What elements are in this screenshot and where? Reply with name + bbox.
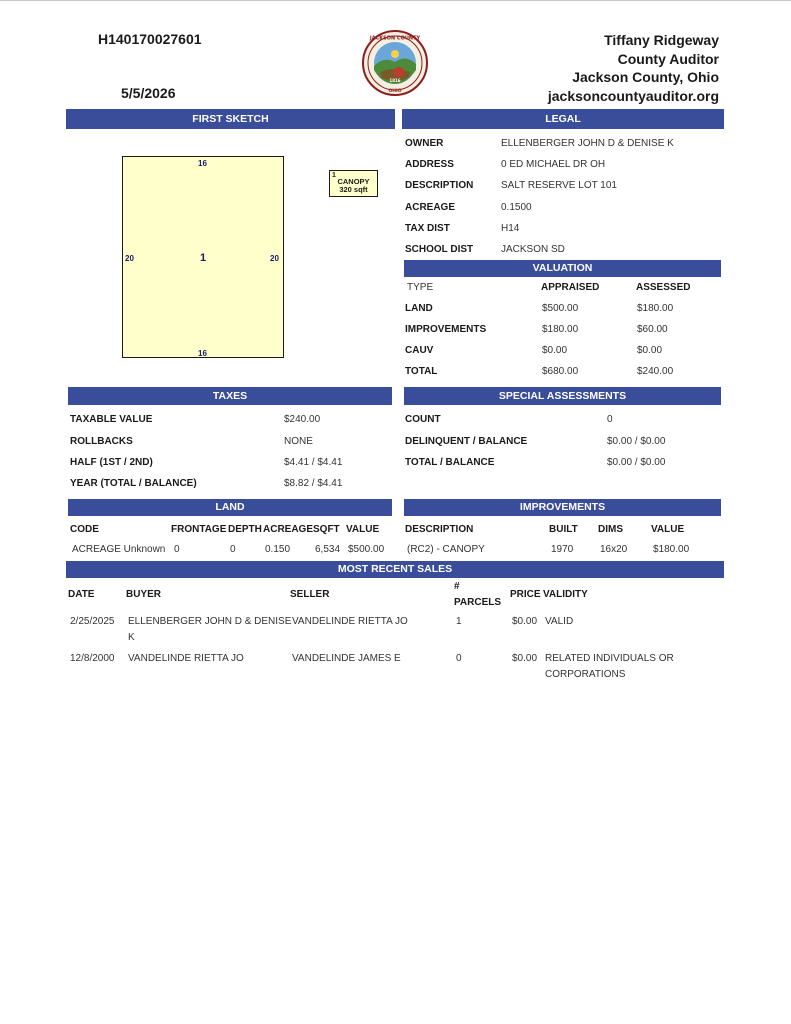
taxes-rollbacks-value: NONE [284, 436, 313, 447]
taxes-taxable-label: TAXABLE VALUE [70, 414, 153, 425]
legal-acreage-label: ACREAGE [405, 202, 456, 213]
valuation-total-label: TOTAL [405, 366, 438, 377]
taxes-half-label: HALF (1ST / 2ND) [70, 457, 153, 468]
sketch-area-label: 1 [200, 252, 207, 264]
improvements-description-value: (RC2) - CANOPY [407, 544, 485, 555]
land-frontage-value: 0 [174, 544, 180, 555]
taxes-header: TAXES [68, 387, 392, 405]
sketch-bottom-dim: 16 [198, 349, 207, 358]
sales-row2-parcels: 0 [456, 653, 462, 664]
taxes-year-value: $8.82 / $4.41 [284, 478, 343, 489]
sales-row1-date: 2/25/2025 [70, 616, 115, 627]
special-delinquent-label: DELINQUENT / BALANCE [405, 436, 528, 447]
improvements-value-value: $180.00 [653, 544, 690, 555]
special-total-value: $0.00 / $0.00 [607, 457, 666, 468]
sales-row2-seller: VANDELINDE JAMES E [292, 653, 401, 664]
canopy-area: 320 sqft [339, 185, 368, 194]
sketch-left-dim: 20 [125, 254, 134, 263]
sales-col-parcels-hash: # [454, 581, 460, 592]
land-header: LAND [68, 499, 392, 516]
special-count-value: 0 [607, 414, 613, 425]
improvements-dims-value: 16x20 [600, 544, 628, 555]
sales-header: MOST RECENT SALES [66, 561, 724, 578]
sales-row1-parcels: 1 [456, 616, 462, 627]
improvements-col-built: BUILT [549, 524, 578, 535]
auditor-title: County Auditor [617, 50, 719, 67]
taxes-year-label: YEAR (TOTAL / BALANCE) [70, 478, 197, 489]
valuation-cauv-appraised: $0.00 [542, 345, 568, 356]
valuation-improvements-assessed: $60.00 [637, 324, 668, 335]
sales-row2-buyer: VANDELINDE RIETTA JO [128, 653, 244, 664]
land-col-code: CODE [70, 524, 99, 535]
sales-row2-date: 12/8/2000 [70, 653, 115, 664]
seal-bottom-text: OHIO [388, 89, 402, 94]
sales-col-validity: VALIDITY [543, 589, 588, 600]
sales-col-price: PRICE [510, 589, 541, 600]
special-total-label: TOTAL / BALANCE [405, 457, 495, 468]
sketch-right-dim: 20 [270, 254, 279, 263]
land-col-sqft: SQFT [313, 524, 340, 535]
land-col-acreage: ACREAGE [263, 524, 314, 535]
sales-row1-seller: VANDELINDE RIETTA JO [292, 616, 408, 627]
seal-year: 1816 [389, 78, 401, 83]
land-value-value: $500.00 [348, 544, 385, 555]
special-assessments-header: SPECIAL ASSESSMENTS [404, 387, 721, 405]
legal-schooldist-label: SCHOOL DIST [405, 244, 474, 255]
valuation-total-appraised: $680.00 [542, 366, 579, 377]
land-depth-value: 0 [230, 544, 236, 555]
valuation-land-appraised: $500.00 [542, 303, 579, 314]
legal-taxdist-value: H14 [501, 223, 520, 234]
seal-top-text: JACKSON COUNTY [369, 35, 421, 42]
improvements-col-description: DESCRIPTION [405, 524, 474, 535]
sales-row2-validity: RELATED INDIVIDUALS OR [545, 653, 674, 664]
auditor-name: Tiffany Ridgeway [604, 32, 719, 48]
land-code-value: ACREAGE Unknown [72, 544, 166, 555]
improvements-col-value: VALUE [651, 524, 685, 535]
sales-row1-buyer: ELLENBERGER JOHN D & DENISE [128, 616, 292, 627]
valuation-improvements-label: IMPROVEMENTS [405, 324, 487, 335]
land-sqft-value: 6,534 [315, 544, 341, 555]
sketch-canopy-box [329, 170, 378, 197]
sales-row1-price: $0.00 [512, 616, 538, 627]
legal-address-label: ADDRESS [405, 159, 454, 170]
legal-schooldist-value: JACKSON SD [501, 244, 565, 255]
canopy-label: CANOPY [337, 177, 370, 186]
taxes-half-value: $4.41 / $4.41 [284, 457, 343, 468]
sales-col-seller: SELLER [290, 589, 330, 600]
valuation-land-label: LAND [405, 303, 433, 314]
land-col-frontage: FRONTAGE [171, 524, 227, 535]
taxes-taxable-value: $240.00 [284, 414, 321, 425]
sales-col-date: DATE [68, 589, 95, 600]
valuation-col-assessed: ASSESSED [636, 282, 691, 293]
sales-col-parcels: PARCELS [454, 597, 502, 608]
land-col-depth: DEPTH [228, 524, 262, 535]
canopy-number: 1 [332, 172, 336, 179]
sales-row2-price: $0.00 [512, 653, 538, 664]
print-date: 5/5/2026 [121, 85, 176, 101]
parcel-id: H140170027601 [98, 31, 202, 47]
land-acreage-value: 0.150 [265, 544, 291, 555]
valuation-cauv-label: CAUV [405, 345, 434, 356]
valuation-cauv-assessed: $0.00 [637, 345, 663, 356]
valuation-col-appraised: APPRAISED [541, 282, 600, 293]
valuation-header: VALUATION [404, 260, 721, 277]
county-name: Jackson County, Ohio [572, 69, 719, 85]
sketch-top-dim: 16 [198, 159, 207, 168]
valuation-improvements-appraised: $180.00 [542, 324, 579, 335]
special-delinquent-value: $0.00 / $0.00 [607, 436, 666, 447]
taxes-rollbacks-label: ROLLBACKS [70, 436, 133, 447]
sales-col-buyer: BUYER [126, 589, 162, 600]
land-col-value: VALUE [346, 524, 380, 535]
legal-description-label: DESCRIPTION [405, 180, 474, 191]
legal-taxdist-label: TAX DIST [405, 223, 450, 234]
valuation-land-assessed: $180.00 [637, 303, 674, 314]
legal-description-value: SALT RESERVE LOT 101 [501, 180, 617, 191]
website-link[interactable]: jacksoncountyauditor.org [547, 87, 719, 104]
improvements-col-dims: DIMS [598, 524, 623, 535]
legal-header: LEGAL [402, 109, 724, 129]
sales-row2-validity-cont: CORPORATIONS [545, 669, 626, 680]
legal-owner-label: OWNER [405, 138, 444, 149]
valuation-col-type: TYPE [407, 282, 434, 293]
auditor-info [548, 31, 719, 105]
legal-owner-value: ELLENBERGER JOHN D & DENISE K [501, 138, 674, 149]
improvements-header: IMPROVEMENTS [404, 499, 721, 516]
improvements-built-value: 1970 [551, 544, 574, 555]
first-sketch-header: FIRST SKETCH [66, 109, 395, 129]
valuation-total-assessed: $240.00 [637, 366, 674, 377]
sales-row1-validity: VALID [545, 616, 574, 627]
legal-address-value: 0 ED MICHAEL DR OH [501, 159, 606, 170]
county-seal-logo [362, 30, 428, 96]
sales-row1-buyer-cont: K [128, 632, 135, 643]
special-count-label: COUNT [405, 414, 441, 425]
legal-acreage-value: 0.1500 [501, 202, 532, 213]
